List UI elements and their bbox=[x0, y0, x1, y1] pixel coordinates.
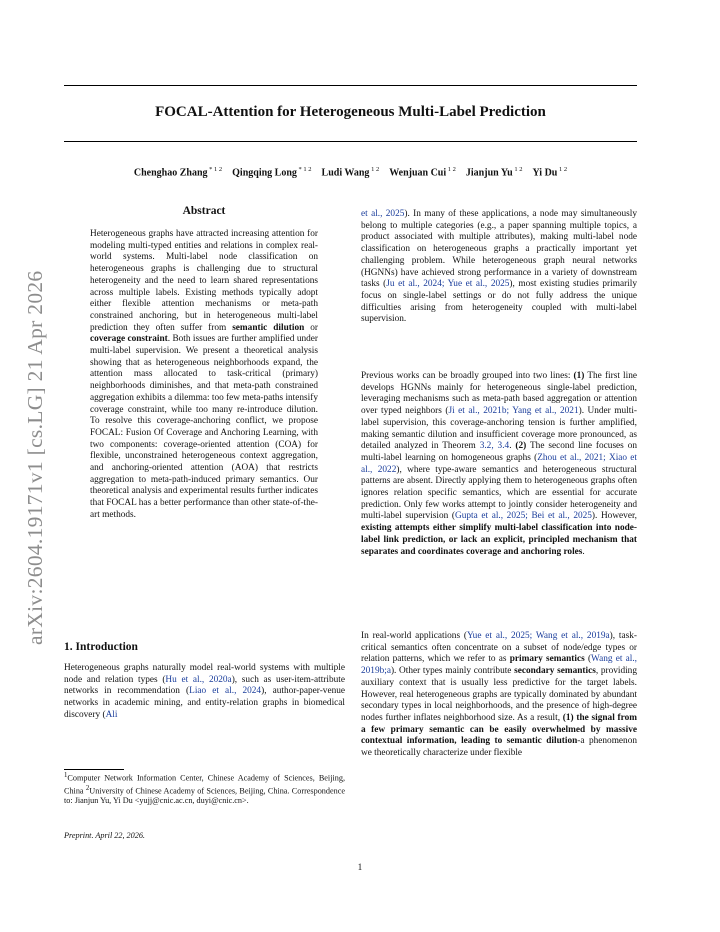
citation-link[interactable]: Gupta et al., 2025; Bei et al., 2025 bbox=[455, 511, 592, 522]
text-run: (1) the signal from a few primary semantic can be easily overwhelmed by massive contextual information, leading to semantic dilution bbox=[361, 712, 637, 747]
text-run: Heterogeneous graphs naturally model real-world systems with multiple node and relation types ( bbox=[64, 663, 345, 685]
text-run: ). However, bbox=[591, 511, 637, 522]
text-run: Computer Network Information Center, Chinese Academy of Sciences, Beijing, China bbox=[64, 773, 345, 796]
text-run: Previous works can be broadly grouped into two lines: bbox=[361, 371, 574, 381]
page-number: 1 bbox=[357, 863, 363, 873]
citation-link[interactable]: Ju et al., 2024; Yue et al., 2025 bbox=[386, 279, 510, 290]
citation-link[interactable]: Ji et al., 2021b; Yang et al., 2021 bbox=[448, 406, 579, 417]
author-name: Ludi Wang bbox=[321, 167, 370, 179]
citation-link[interactable]: Zhou et al., 2021; Xiao et al., 2022 bbox=[361, 452, 637, 475]
citation-link[interactable]: Liao et al., 2024 bbox=[189, 686, 262, 697]
text-run: primary semantics bbox=[509, 654, 585, 665]
text-run: existing attempts either simplify multi-label classification into node-label link prediction, or lack an explicit, principled mechanism that separates and coordinates coverage and anchoring roles bbox=[361, 523, 637, 557]
text-run: . bbox=[582, 546, 585, 557]
text-run: (1) bbox=[573, 371, 585, 381]
text-run: 2 bbox=[85, 784, 90, 792]
citation-link[interactable]: Yue et al., 2025; Wang et al., 2019a bbox=[467, 631, 610, 641]
text-run: or bbox=[304, 322, 318, 333]
text-run: ). Other types mainly contribute bbox=[390, 666, 515, 677]
citation-link[interactable]: Wang et al., 2019b;a bbox=[361, 654, 637, 677]
author-affiliation-marker: 1 2 bbox=[446, 166, 456, 173]
arxiv-identifier: arXiv:2604.19171v1 [cs.LG] 21 Apr 2026 bbox=[23, 270, 47, 645]
author-name: Yi Du bbox=[532, 167, 558, 179]
abstract-heading: Abstract bbox=[182, 205, 226, 217]
footnote-rule bbox=[64, 769, 124, 770]
text-run: Heterogeneous graphs have attracted increasing attention for modeling multi-typed entities and relations in complex real-world systems. Multi-label node classification on heterogeneous graphs is challenging due to structural heterogeneity and the need to learn shared representations across multiple labels. Existing methods typically adopt either flexible attention mechanisms or meta-path constrained anchoring, but in heterogeneous multi-label prediction they often suffer from bbox=[90, 229, 318, 333]
author-name: Jianjun Yu bbox=[465, 167, 513, 179]
citation-link[interactable]: 3.2, 3.4 bbox=[479, 441, 510, 452]
title-bottom-rule bbox=[64, 141, 637, 142]
author-name: Wenjuan Cui bbox=[389, 167, 447, 179]
paper-title: FOCAL-Attention for Heterogeneous Multi-Label Prediction bbox=[155, 104, 546, 120]
text-run: The first line develops HGNNs mainly for heterogeneous single-label prediction, leveraging mechanisms such as meta-path based aggregation or attention over typed neighbors ( bbox=[361, 371, 637, 417]
affiliation-footnote bbox=[64, 771, 345, 806]
text-run: ), task-critical semantics often concentrate on a subset of node/edge types or relation patterns, which we refer to as bbox=[361, 631, 637, 665]
citation-link[interactable]: Hu et al., 2020a bbox=[165, 674, 232, 685]
abstract-text bbox=[90, 229, 318, 522]
intro-paragraph-continued bbox=[361, 209, 637, 326]
text-run: ). Under multi-label supervision, this coverage-anchoring tension is further amplified, making semantic dilution and insufficient coverage more pronounced, as detailed analyzed in Theorem bbox=[361, 406, 637, 452]
text-run: (2) bbox=[515, 441, 527, 452]
intro-paragraph-real-world bbox=[361, 631, 637, 760]
text-run: secondary semantics bbox=[514, 666, 596, 677]
text-run: ), most existing studies primarily focus on single-label settings or do not fully address the unique difficulties arising from heterogeneity coupled with multi-label supervision. bbox=[361, 279, 637, 325]
text-run: ), such as user-item-attribute networks in recommendation ( bbox=[64, 674, 345, 697]
citation-link[interactable]: et al., 2025 bbox=[361, 209, 405, 219]
text-run: -a phenomenon we theoretically characterize under flexible bbox=[361, 736, 637, 759]
author-name: Chenghao Zhang bbox=[133, 167, 208, 179]
citation-link[interactable]: Ali bbox=[105, 709, 118, 720]
author-affiliation-marker: * 1 2 bbox=[207, 166, 223, 173]
text-run: . Both issues are further amplified under multi-label supervision. We present a theoretical analysis showing that as heterogeneous neighborhoods expand, the attention mass allocated to task-critical (primary) neighborhoods diminishes, and that meta-path constrained aggregation exhibits a dilemma: too few meta-paths intensify coverage constraint, while too many re-introduce dilution. To resolve this coverage-anchoring conflict, we propose FOCAL: Fusion Of Coverage and Anchoring Learning, with two components: coverage-oriented attention (COA) for flexible, unconstrained heterogeneous context aggregation, and anchoring-oriented attention (AOA) that restricts aggregation to meta-path-induced primary semantics. Our theoretical analysis and experimental results further indicates that FOCAL has a better performance than other state-of-the-art methods. bbox=[90, 334, 318, 520]
text-run: ). In many of these applications, a node may simultaneously belong to multiple categories (e.g., a paper spanning multiple topics, a product associated with multiple attributes), making multi-label node classification on heterogeneous graphs a practically important yet challenging problem. While heterogeneous graph neural networks (HGNNs) have achieved strong performance in a variety of downstream tasks ( bbox=[361, 209, 637, 290]
text-run: . bbox=[509, 441, 516, 452]
text-run: University of Chinese Academy of Sciences, Beijing, China. Correspondence to: Jianjun Yu, Yi Du <yujj@cnic.ac.cn, duyi@cnic.cn>. bbox=[64, 786, 345, 806]
text-run: In real-world applications ( bbox=[361, 631, 467, 641]
intro-paragraph-previous-works bbox=[361, 371, 637, 558]
author-name: Qingqing Long bbox=[232, 167, 297, 179]
author-list bbox=[64, 166, 637, 178]
text-run: The second line focuses on multi-label learning on homogeneous graphs ( bbox=[361, 441, 638, 463]
preprint-note: Preprint. April 22, 2026. bbox=[64, 831, 145, 840]
text-run: ), author-paper-venue networks in academic mining, and entity-relation graphs in biomedical discovery ( bbox=[64, 686, 346, 720]
author-affiliation-marker: 1 2 bbox=[557, 166, 568, 173]
text-run: coverage constraint bbox=[90, 334, 168, 345]
text-run: ( bbox=[584, 654, 592, 665]
author-affiliation-marker: 1 2 bbox=[512, 166, 523, 173]
author-affiliation-marker: * 1 2 bbox=[296, 166, 312, 173]
text-run: 1 bbox=[64, 772, 68, 779]
text-run: ), where type-aware semantics and heterogeneous structural patterns are absent. Directly applying them to heterogeneous graphs often ignores relation specific semantics, which are essential for accurate prediction. Only few works attempt to jointly consider heterogeneity and multi-label supervision ( bbox=[361, 464, 637, 522]
text-run: , providing auxiliary context that is usually less predictive for the target labels. However, real heterogeneous graphs are typically dominated by abundant secondary types in local neighborhoods, and the presence of high-degree nodes further inflates neighborhood size. As a result, bbox=[361, 666, 637, 723]
author-affiliation-marker: 1 2 bbox=[369, 166, 380, 173]
title-top-rule bbox=[64, 85, 637, 86]
introduction-paragraph bbox=[64, 663, 345, 722]
introduction-heading: 1. Introduction bbox=[64, 641, 138, 653]
text-run: semantic dilution bbox=[232, 322, 305, 333]
